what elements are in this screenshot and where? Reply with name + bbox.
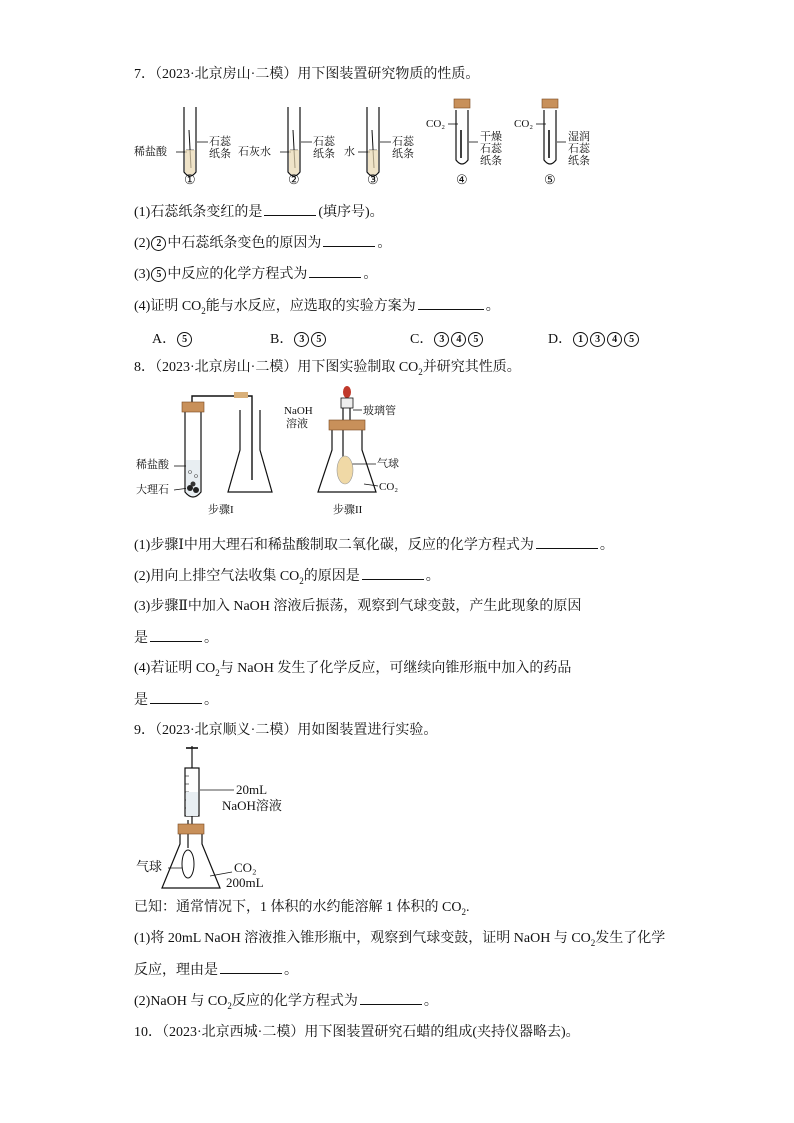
q7-label-strip-4: 纸条 — [480, 155, 502, 167]
q7-label-wet: 湿润 — [568, 131, 590, 143]
q8-part-2: (2)用向上排空气法收集 $CO_2$的原因是 。 — [134, 569, 440, 586]
q8-part-3: (3)步骤Ⅱ中加入 NaOH 溶液后振荡，观察到气球变鼓，产生此现象的原因 — [134, 599, 582, 614]
q8-part-3-cont: 是 。 — [134, 631, 218, 646]
q7-label-strip-2: 纸条 — [313, 148, 335, 160]
q7-label-num-2: ② — [288, 172, 300, 187]
q9-known: 已知：通常情况下，1 体积的水约能溶解 1 体积的 $CO_2$. — [134, 900, 470, 917]
q7-part-4: (4)证明 $CO_2$能与水反应，应选取的实验方案为 。 — [134, 299, 500, 316]
q7-label-litmus-4: 石蕊 — [480, 143, 502, 155]
q7-label-litmus-3: 石蕊 — [392, 136, 414, 148]
q7-part-3: (3) 5 中反应的化学方程式为 。 — [134, 267, 378, 282]
q9-label-vol-naoh: 20mL — [236, 782, 268, 797]
q7-label-num-5: ⑤ — [544, 172, 556, 187]
q8-part-1: (1)步骤Ⅰ中用大理石和稀盐酸制取二氧化碳，反应的化学方程式为 。 — [134, 538, 614, 553]
q7-title: 7．（2023·北京房山·二模）用下图装置研究物质的性质。 — [134, 67, 480, 82]
q8-part-4: (4)若证明 $CO_2$与 NaOH 发生了化学反应，可继续向锥形瓶中加入的药品 — [134, 661, 572, 678]
q8-label-naoh: NaOH — [284, 405, 313, 417]
q8-label-step1: 步骤I — [208, 504, 234, 516]
q9-figure — [0, 740, 794, 900]
q8-label-glass-tube: 玻璃管 — [363, 405, 396, 417]
q7-label-strip-3: 纸条 — [392, 148, 414, 160]
q9-part-2: (2)NaOH 与 $CO_2$反应的化学方程式为 。 — [134, 994, 438, 1011]
q7-part-2: (2) 2 中石蕊纸条变色的原因为 。 — [134, 236, 392, 251]
q8-label-step2: 步骤II — [333, 504, 363, 516]
q7-label-litmus-5: 石蕊 — [568, 143, 590, 155]
q7-label-num-4: ④ — [456, 172, 468, 187]
q7-option-c[interactable]: C． 3 4 5 — [410, 328, 484, 348]
q7-figure — [0, 0, 794, 200]
q9-part-1-cont: 反应，理由是 。 — [134, 963, 298, 978]
q7-option-a[interactable]: A． 5 — [152, 328, 193, 348]
q7-label-dry: 干燥 — [480, 131, 502, 143]
q9-title: 9．（2023·北京顺义·二模）用如图装置进行实验。 — [134, 723, 438, 738]
q8-part-4-cont: 是 。 — [134, 693, 218, 708]
q7-label-co2-5: CO₂ — [514, 118, 534, 130]
q8-label-co2: CO₂ — [379, 481, 399, 493]
q7-part-1: (1)石蕊纸条变红的是 (填序号)。 — [134, 205, 384, 220]
q7-label-num-3: ③ — [367, 172, 379, 187]
q7-label-litmus-2: 石蕊 — [313, 136, 335, 148]
q9-label-vol-co2: 200mL — [226, 875, 264, 890]
q7-label-dilute-hcl: 稀盐酸 — [134, 146, 167, 158]
q7-label-strip-5: 纸条 — [568, 155, 590, 167]
q9-label-naoh-sol: NaOH溶液 — [222, 798, 282, 813]
q7-label-co2-4: CO₂ — [426, 118, 446, 130]
q7-label-num-1: ① — [184, 172, 196, 187]
q7-label-water: 水 — [344, 146, 355, 158]
q8-label-balloon: 气球 — [377, 458, 399, 470]
q9-part-1: (1)将 20mL NaOH 溶液推入锥形瓶中，观察到气球变鼓，证明 NaOH 与 $CO_2$发生了化学 — [134, 931, 666, 948]
q7-option-d[interactable]: D． 1 3 4 5 — [548, 328, 640, 348]
q8-label-solution: 溶液 — [286, 418, 308, 430]
q9-label-balloon: 气球 — [136, 859, 163, 874]
q8-label-dilute-hcl: 稀盐酸 — [136, 459, 169, 471]
q8-label-marble: 大理石 — [136, 484, 169, 496]
q9-label-co2: CO₂ — [234, 860, 257, 875]
q8-title: 8．（2023·北京房山·二模）用下图实验制取 $CO_2$并研究其性质。 — [134, 360, 521, 377]
q7-label-strip-1: 纸条 — [209, 148, 231, 160]
q7-label-limewater: 石灰水 — [238, 146, 271, 158]
q10-title: 10．（2023·北京西城·二模）用下图装置研究石蜡的组成(夹持仪器略去)。 — [134, 1025, 580, 1040]
q7-label-litmus-1: 石蕊 — [209, 136, 231, 148]
q7-option-b[interactable]: B． 3 5 — [270, 328, 327, 348]
